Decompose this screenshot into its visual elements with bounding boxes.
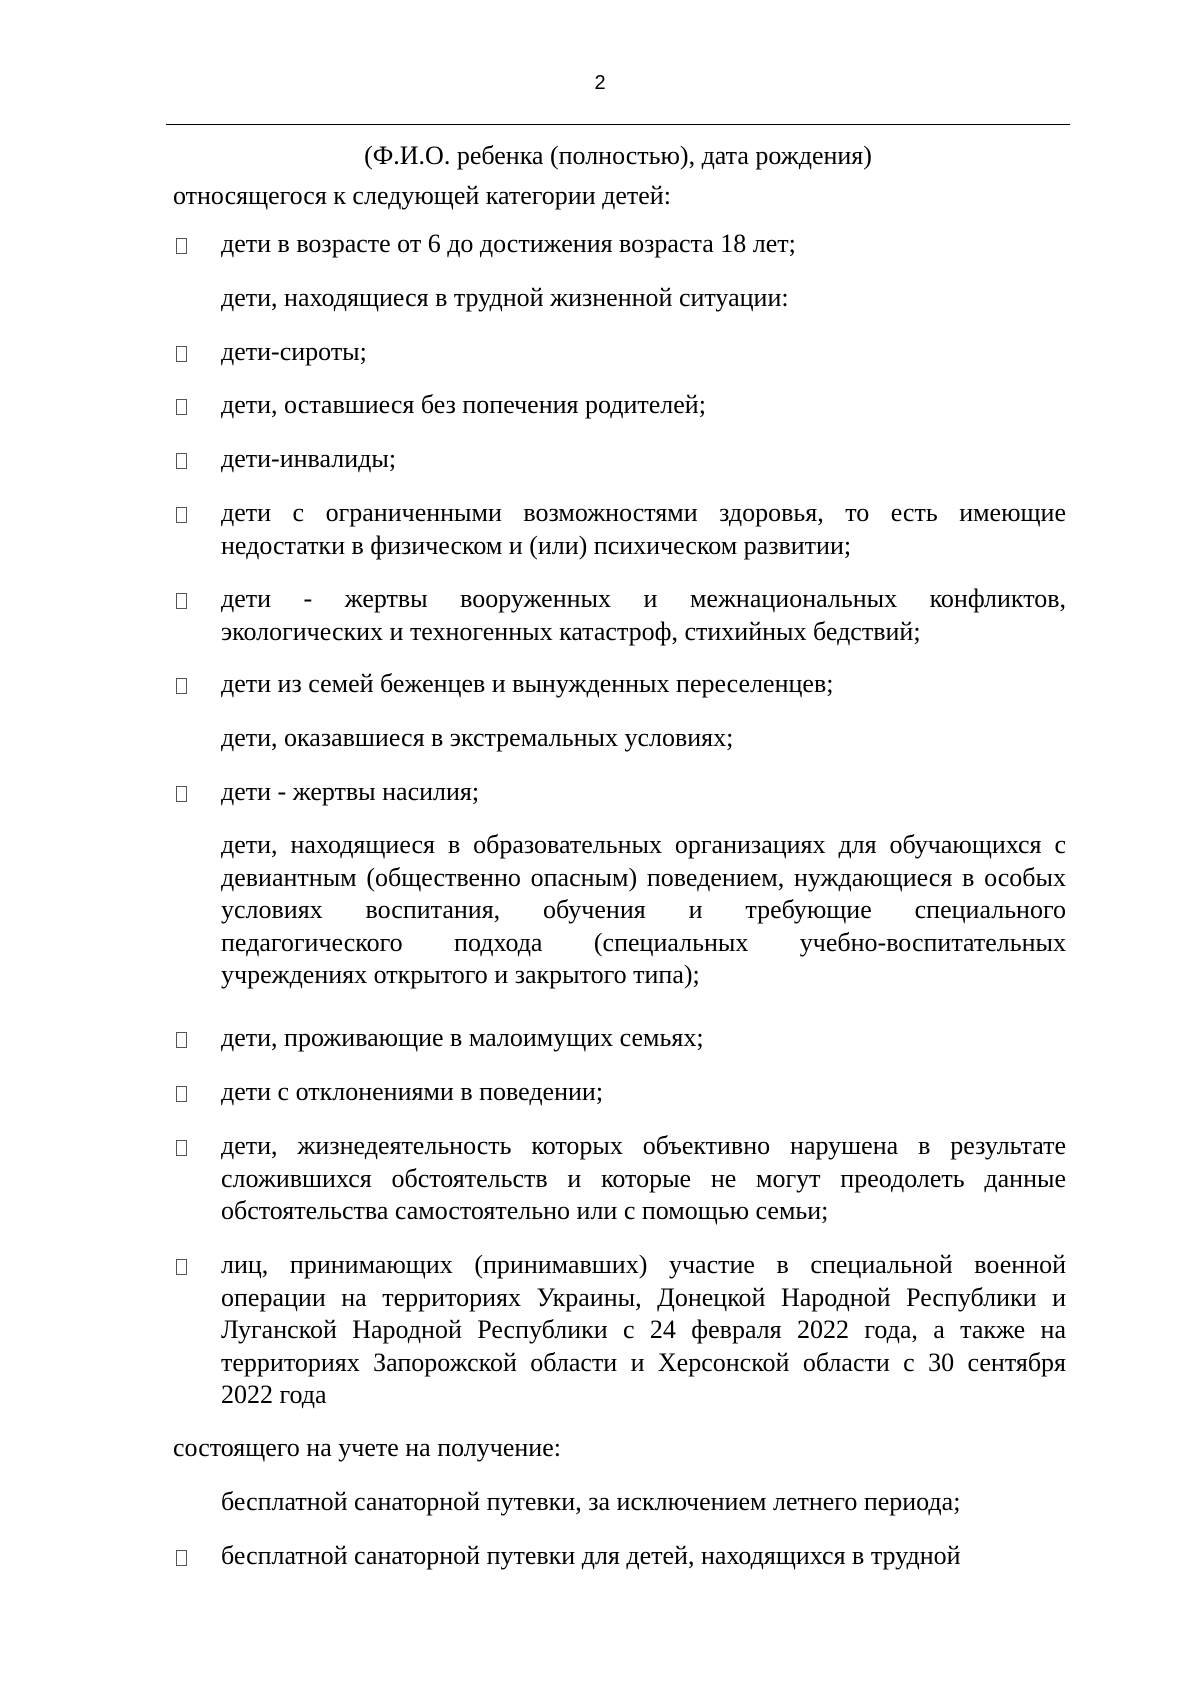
category-item (221, 722, 1066, 755)
category-item (221, 668, 1066, 701)
category-item-text: дети в возрасте от 6 до достижения возраста 18 лет; (221, 229, 796, 258)
category-item (221, 1130, 1066, 1228)
category-item-text: дети-сироты; (221, 337, 367, 366)
category-item-text: дети, жизнедеятельность которых объективно нарушена в результате сложившихся обстоятельств и которые не могут преодолеть данные обстоятельства самостоятельно или с помощью семьи; (221, 1131, 1066, 1226)
category-item (221, 583, 1066, 648)
checkbox[interactable] (176, 1140, 187, 1156)
category-item (221, 389, 1066, 422)
checkbox[interactable] (176, 1086, 187, 1102)
category-item-text: лиц, принимающих (принимавших) участие в специальной военной операции на территориях Украины, Донецкой Народной Республики и Луганской Народной Республики с 24 февраля 2022 года, а также на территориях Запорожской области и Херсонской области с 30 сентября 2022 года (221, 1250, 1066, 1410)
category-item (221, 443, 1066, 476)
category-item (221, 1022, 1066, 1055)
category-item-text: дети из семей беженцев и вынужденных переселенцев; (221, 669, 834, 698)
category-item (221, 497, 1066, 562)
checkbox[interactable] (176, 346, 187, 362)
checkbox[interactable] (176, 238, 187, 254)
checkbox[interactable] (176, 593, 187, 609)
category-item-text: дети - жертвы насилия; (221, 777, 480, 806)
checkbox[interactable] (176, 399, 187, 415)
voucher-item-text: бесплатной санаторной путевки для детей, находящихся в трудной (221, 1541, 961, 1570)
category-item (221, 1249, 1066, 1412)
category-intro-text: относящегося к следующей категории детей: (173, 181, 671, 210)
category-item-text: дети, оказавшиеся в экстремальных условиях; (221, 723, 734, 752)
category-item (221, 776, 1066, 809)
checkbox[interactable] (176, 678, 187, 694)
signature-line (166, 124, 1070, 125)
category-item-text: дети-инвалиды; (221, 444, 397, 473)
checkbox[interactable] (176, 1259, 187, 1275)
category-intro (173, 180, 1066, 213)
category-item-text: дети, оставшиеся без попечения родителей; (221, 390, 706, 419)
category-item-text: дети, находящиеся в трудной жизненной ситуации: (221, 283, 789, 312)
category-item-text: дети, находящиеся в образовательных организациях для обучающихся с девиантным (общественно опасным) поведением, нуждающиеся в особых условиях воспитания, обучения и требующие специального педагогического подхода (специальных учебно-воспитательных учреждениях открытого и закрытого типа); (221, 830, 1066, 990)
page-number: 2 (594, 72, 606, 94)
checkbox[interactable] (176, 453, 187, 469)
voucher-item (221, 1540, 1066, 1573)
category-item (221, 336, 1066, 369)
category-item (221, 228, 1066, 261)
voucher-item-text: бесплатной санаторной путевки, за исключением летнего периода; (221, 1487, 961, 1516)
registration-intro (173, 1432, 1066, 1465)
voucher-item (221, 1486, 1066, 1519)
checkbox[interactable] (176, 507, 187, 523)
checkbox[interactable] (176, 786, 187, 802)
category-item-text: дети, проживающие в малоимущих семьях; (221, 1023, 704, 1052)
registration-intro-text: состоящего на учете на получение: (173, 1433, 561, 1462)
category-item-text: дети - жертвы вооруженных и межнациональных конфликтов, экологических и техногенных катастроф, стихийных бедствий; (221, 584, 1066, 646)
child-name-caption: (Ф.И.О. ребенка (полностью), дата рождения) (364, 141, 872, 170)
category-item (221, 829, 1066, 992)
category-item (221, 282, 1066, 315)
checkbox[interactable] (176, 1032, 187, 1048)
category-item (221, 1076, 1066, 1109)
checkbox[interactable] (176, 1550, 187, 1566)
category-item-text: дети с отклонениями в поведении; (221, 1077, 604, 1106)
category-item-text: дети с ограниченными возможностями здоровья, то есть имеющие недостатки в физическом и (или) психическом развитии; (221, 498, 1066, 560)
